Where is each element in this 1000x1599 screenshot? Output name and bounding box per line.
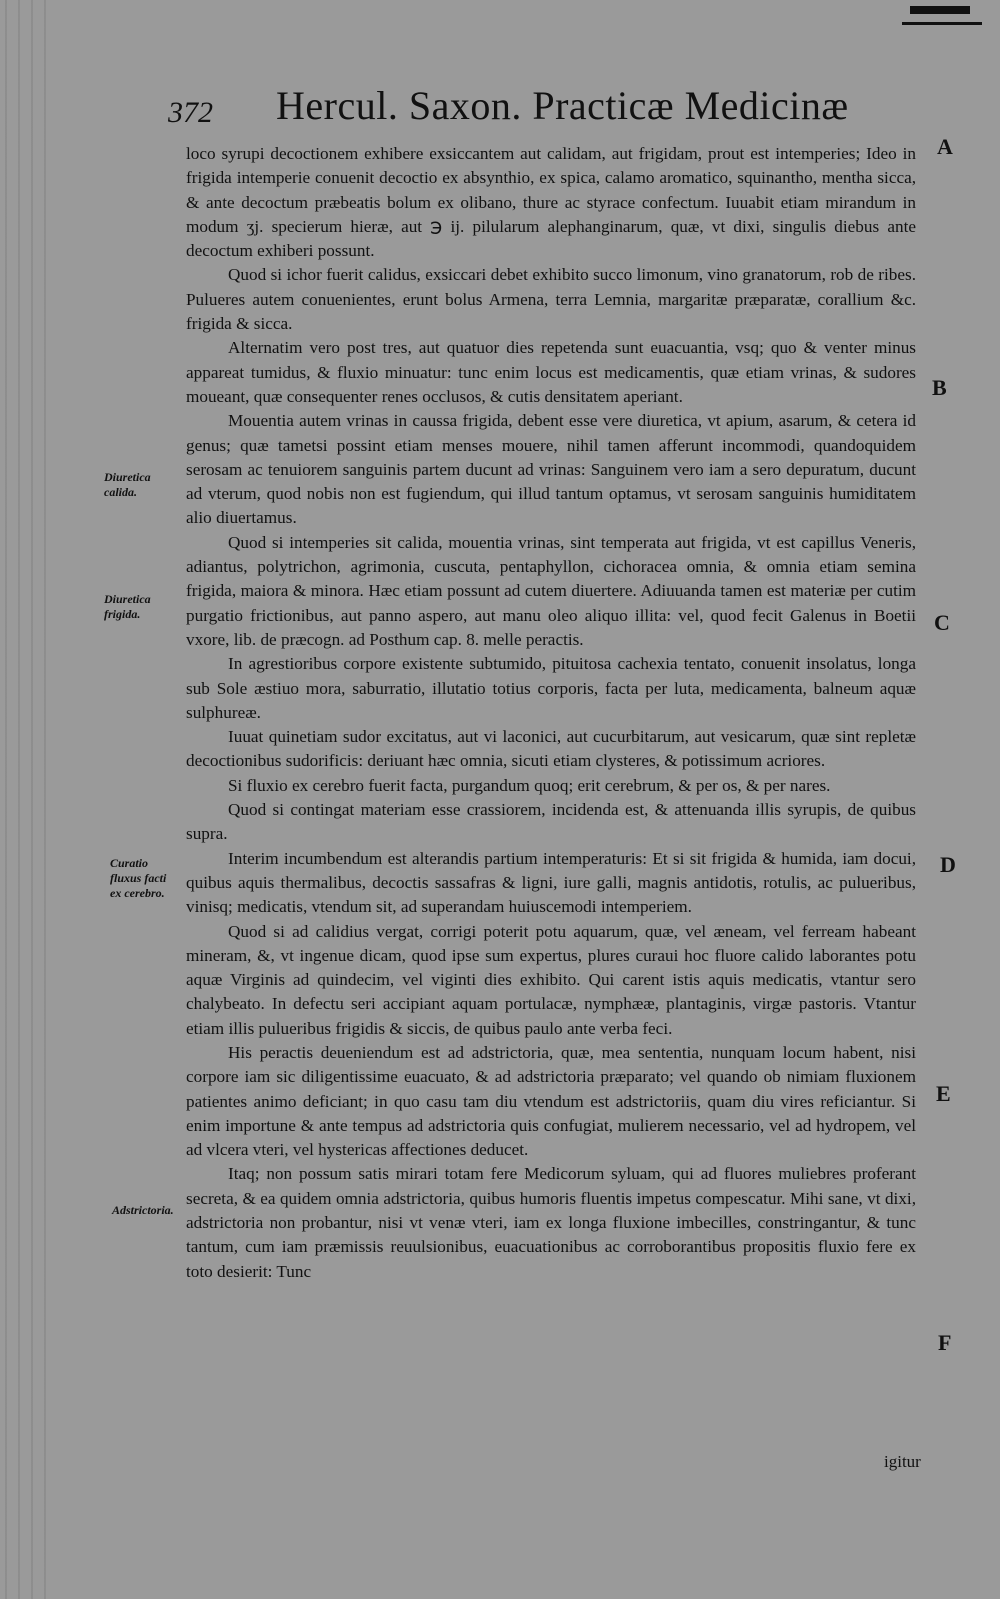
paragraph: Si fluxio ex cerebro fuerit facta, purgandum quoq; erit cerebrum, & per os, & per nares.	[228, 775, 831, 795]
section-letter-a: A	[937, 134, 953, 159]
section-letter-e: E	[936, 1081, 951, 1106]
paragraph: Quod si ad calidius vergat, corrigi poterit potu aquarum, quæ, vel æneam, vel ferream habeant mineram, &, vt ingenue dicam, quod ipse sum expertus, plures curaui hoc fluore calido laborantes potu aquæ Virginis ad quindecim, vel viginti dies exhibito. Qui carent istis aquis medicatis, vtantur sero chalybeato. In defectu seri accipiant aquam portulacæ, nymphææ, plantaginis, virgæ pastoris. Vtantur etiam illis pulueribus frigidis & siccis, de quibus paulo ante verba feci.	[186, 921, 916, 1038]
margin-note-diuretica-frigida: Diuretica frigida.	[104, 592, 151, 621]
margin-note-adstrictoria: Adstrictoria.	[112, 1203, 174, 1217]
paragraph: Iuuat quinetiam sudor excitatus, aut vi laconici, aut cucurbitarum, aut vesicarum, quæ sint repletæ decoctionibus sudorificis: deriuant hæc omnia, sicuti etiam clysteres, & potissimum acriores.	[186, 727, 916, 771]
paragraph: Mouentia autem vrinas in caussa frigida, debent esse vere diuretica, vt apium, asarum, & cetera id genus; quæ tametsi possint etiam menses mouere, nihil tamen afferunt incommodi, quandoquidem serosam ac tenuiorem sanguinis partem ducunt ad vrinas: Sanguinem vero iam a sero depuratum, ducunt ad vterum, quod nobis non est fugiendum, qui illud tantum optamus, vt serosam sanguinis humiditatem alio diuertamus.	[186, 411, 916, 528]
binding-shadow	[0, 0, 48, 1599]
paragraph: Quod si contingat materiam esse crassiorem, incidenda est, & attenuanda illis syrupis, de quibus supra.	[186, 800, 916, 844]
page-header	[168, 82, 868, 142]
paragraph: In agrestioribus corpore existente subtumido, pituitosa cachexia tentato, conuenit insolatus, longa sub Sole æstiuo mora, saburratio, illutatio totius corporis, facta per luta, medicamenta, balneum aquæ sulphureæ.	[186, 654, 916, 722]
running-title: Hercul. Saxon. Practicæ Medicinæ	[276, 83, 849, 128]
paragraph: Alternatim vero post tres, aut quatuor dies repetenda sunt euacuantia, vsq; quo & venter minus appareat tumidus, & fluxio minuatur: tunc enim locus est medicamentis, quæ etiam vrinas, & sudores moueant, quæ consequenter renes occlusos, & cutis densitatem aperiant.	[186, 338, 916, 406]
main-text	[186, 142, 916, 1284]
section-letter-d: D	[940, 852, 956, 877]
paragraph: Itaq; non possum satis mirari totam fere Medicorum syluam, qui ad fluores muliebres proferant secreta, & ea quidem omnia adstrictoria, quibus humoris fluentis impetus compescatur. Mihi sane, vt dixi, adstrictoria non probantur, nisi vt venæ vteri, iam ex longa fluxione imbecilles, constringantur, & tunc tantum, cum iam præmissis reuulsionibus, euacuationibus ac corroborantibus propositis fluxio fere ex toto desierit: Tunc	[186, 1164, 916, 1281]
page-number: 372	[168, 96, 213, 129]
paragraph: His peractis deueniendum est ad adstrictoria, quæ, mea sententia, nunquam locum habent, nisi corpore iam sic diligentissime euacuato, & ad adstrictoria præparato; vel quando ob nimiam fluxionem patientes animo deficiant; in quo casu tam diu vtendum est adstrictoriis, quam diu vires reficiantur. Si enim importune & ante tempus ad adstrictoria quis confugiat, mulierem necessario, vel ad hydropem, vel ad vlcera vteri, vel hystericas affectiones deducet.	[186, 1042, 916, 1160]
paragraph: Quod si ichor fuerit calidus, exsiccari debet exhibito succo limonum, vino granatorum, rob de ribes. Pulueres autem conuenientes, erunt bolus Armena, terra Lemnia, margaritæ præparatæ, corallium &c. frigida & sicca.	[186, 265, 916, 334]
catchword: igitur	[884, 1452, 921, 1471]
paragraph: loco syrupi decoctionem exhibere exsiccantem aut calidam, aut frigidam, prout est intemperies; Ideo in frigida intemperie conuenit decoctio ex absynthio, ex spica, calamo aromatico, squinantho, mentha sicca, & ante decoctum præbeatis bolum ex olibano, thure ac styrace confectum. Iuuabit etiam mirandum in modum ʒj. specierum hieræ, aut ℈ ij. pilularum alephanginarum, quæ, vt dixi, singulis diebus ante decoctum exhiberi possunt.	[186, 144, 916, 261]
section-letter-b: B	[932, 375, 947, 400]
corner-mark	[902, 0, 982, 25]
paragraph: Interim incumbendum est alterandis partium intemperaturis: Et si sit frigida & humida, iam docui, quibus aquis thermalibus, decoctis sassafras & ligni, iure galli, magnis antidotis, rotulis, ac pulueribus, vinisq; medicatis, vtendum sit, ad superandam huiuscemodi intemperiem.	[186, 848, 916, 917]
section-letter-f: F	[938, 1330, 952, 1355]
paragraph: Quod si intemperies sit calida, mouentia vrinas, sint temperata aut frigida, vt est capillus Veneris, adiantus, polytrichon, agrimonia, cuscuta, pentaphyllon, cichoracea omnia, & omnia etiam semina frigida, maiora & minora. Hæc etiam possunt ad cutem diuertere. Adiuuanda tamen est materiæ per cutim purgatio frictionibus, aut panno aspero, aut manu oleo aliquo illita: vel, quod fecit Galenus in Boetii vxore, lib. de præcogn. ad Posthum cap. 8. melle peractis.	[186, 532, 916, 649]
margin-note-curatio-fluxus: Curatio fluxus facti ex cerebro.	[110, 856, 167, 900]
section-letter-c: C	[934, 610, 950, 635]
margin-note-diuretica-calida: Diuretica calida.	[104, 470, 151, 499]
